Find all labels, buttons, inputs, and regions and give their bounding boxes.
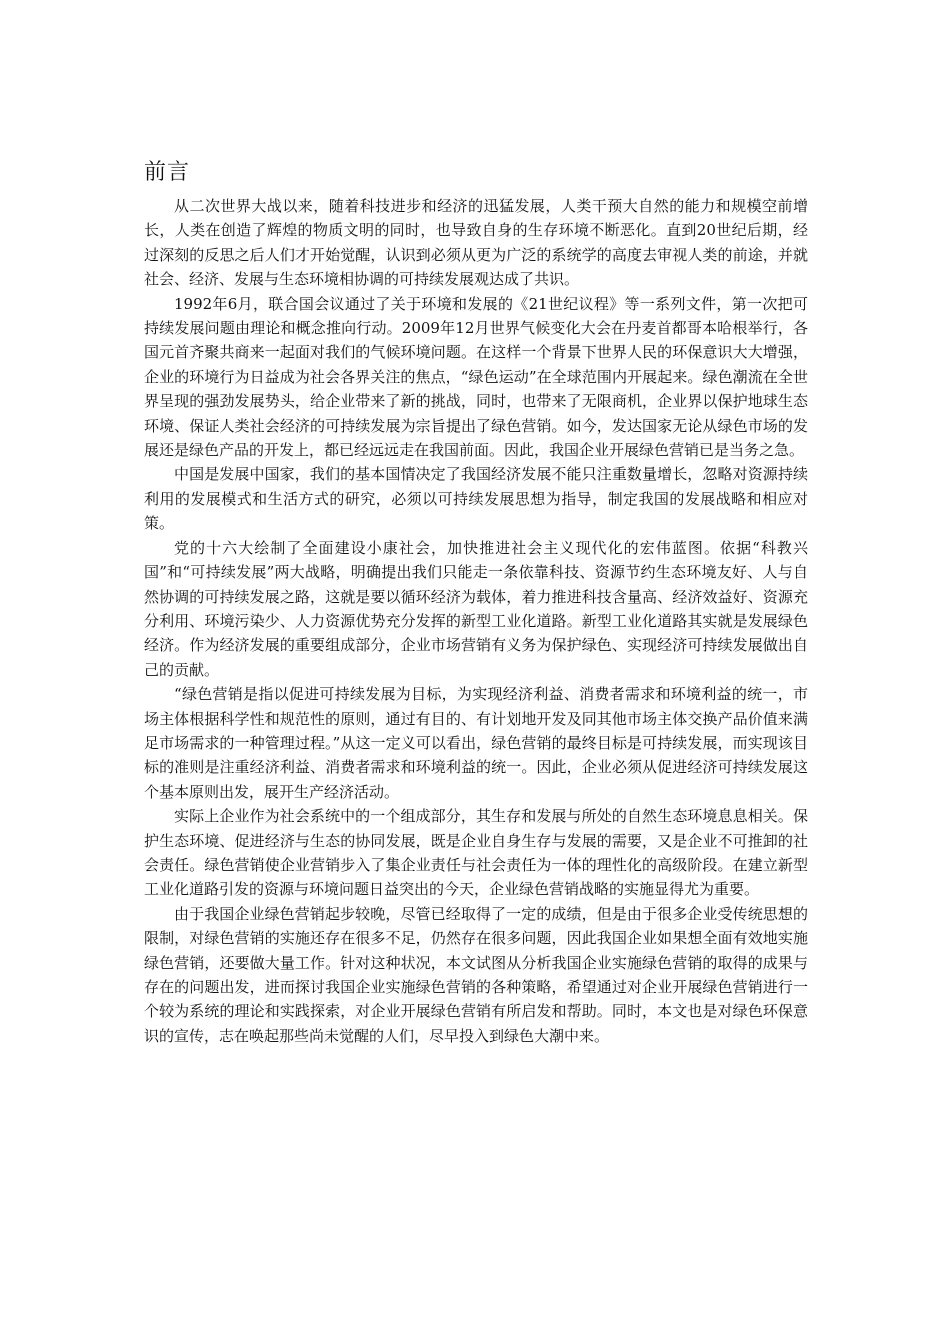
paragraph-5: “绿色营销是指以促进可持续发展为目标，为实现经济利益、消费者需求和环境利益的统一，市场主体根据科学性和规范性的原则，通过有目的、有计划地开发及同其他市场主体交换产品价值来满足市场需求的一种管理过程。”从这一定义可以看出，绿色营销的最终目标是可持续发展，而实现该目标的准则是注重经济利益、消费者需求和环境利益的统一。因此，企业必须从促进经济可持续发展这个基本原则出发，展开生产经济活动。 xyxy=(144,685,808,801)
paragraph-3: 中国是发展中国家，我们的基本国情决定了我国经济发展不能只注重数量增长，忽略对资源持续利用的发展模式和生活方式的研究，必须以可持续发展思想为指导，制定我国的发展战略和相应对策。 xyxy=(144,465,808,533)
paragraph-7: 由于我国企业绿色营销起步较晚，尽管已经取得了一定的成绩，但是由于很多企业受传统思想的限制，对绿色营销的实施还存在很多不足，仍然存在很多问题，因此我国企业如果想全面有效地实施绿色营销，还要做大量工作。针对这种状况，本文试图从分析我国企业实施绿色营销的取得的成果与存在的问题出发，进而探讨我国企业实施绿色营销的各种策略，希望通过对企业开展绿色营销进行一个较为系统的理论和实践探索，对企业开展绿色营销有所启发和帮助。同时，本文也是对绿色环保意识的宣传，志在唤起那些尚未觉醒的人们，尽早投入到绿色大潮中来。 xyxy=(144,904,808,1045)
paragraph-4: 党的十六大绘制了全面建设小康社会，加快推进社会主义现代化的宏伟蓝图。依据“科教兴国”和“可持续发展”两大战略，明确提出我们只能走一条依靠科技、资源节约生态环境友好、人与自然协调的可持续发展之路，这就是要以循环经济为载体，着力推进科技含量高、经济效益好、资源充分利用、环境污染少、人力资源优势充分发挥的新型工业化道路。新型工业化道路其实就是发展绿色经济。作为经济发展的重要组成部分，企业市场营销有义务为保护绿色、实现经济可持续发展做出自己的贡献。 xyxy=(144,538,808,679)
paragraph-2: 1992年6月，联合国会议通过了关于环境和发展的《21世纪议程》等一系列文件，第一次把可持续发展问题由理论和概念推向行动。2009年12月世界气候变化大会在丹麦首都哥本哈根举行，各国元首齐聚共商来一起面对我们的气候环境问题。在这样一个背景下世界人民的环保意识大大增强，企业的环境行为日益成为社会各界关注的焦点，“绿色运动”在全球范围内开展起来。绿色潮流在全世界呈现的强劲发展势头，给企业带来了新的挑战，同时，也带来了无限商机，企业界以保护地球生态环境、保证人类社会经济的可持续发展为宗旨提出了绿色营销。如今，发达国家无论从绿色市场的发展还是绿色产品的开发上，都已经远远走在我国前面。因此，我国企业开展绿色营销已是当务之急。 xyxy=(144,294,808,460)
paragraph-6: 实际上企业作为社会系统中的一个组成部分，其生存和发展与所处的自然生态环境息息相关。保护生态环境、促进经济与生态的协同发展，既是企业自身生存与发展的需要，又是企业不可推卸的社会责任。绿色营销使企业营销步入了集企业责任与社会责任为一体的理性化的高级阶段。在建立新型工业化道路引发的资源与环境问题日益突出的今天，企业绿色营销战略的实施显得尤为重要。 xyxy=(144,807,808,899)
document-body xyxy=(144,156,808,1048)
paragraph-1: 从二次世界大战以来，随着科技进步和经济的迅猛发展，人类干预大自然的能力和规模空前增长，人类在创造了辉煌的物质文明的同时，也导致自身的生存环境不断恶化。直到20世纪后期，经过深刻的反思之后人们才开始觉醒，认识到必须从更为广泛的系统学的高度去审视人类的前途，并就社会、经济、发展与生态环境相协调的可持续发展观达成了共识。 xyxy=(144,197,808,289)
section-heading: 前言 xyxy=(144,160,191,185)
